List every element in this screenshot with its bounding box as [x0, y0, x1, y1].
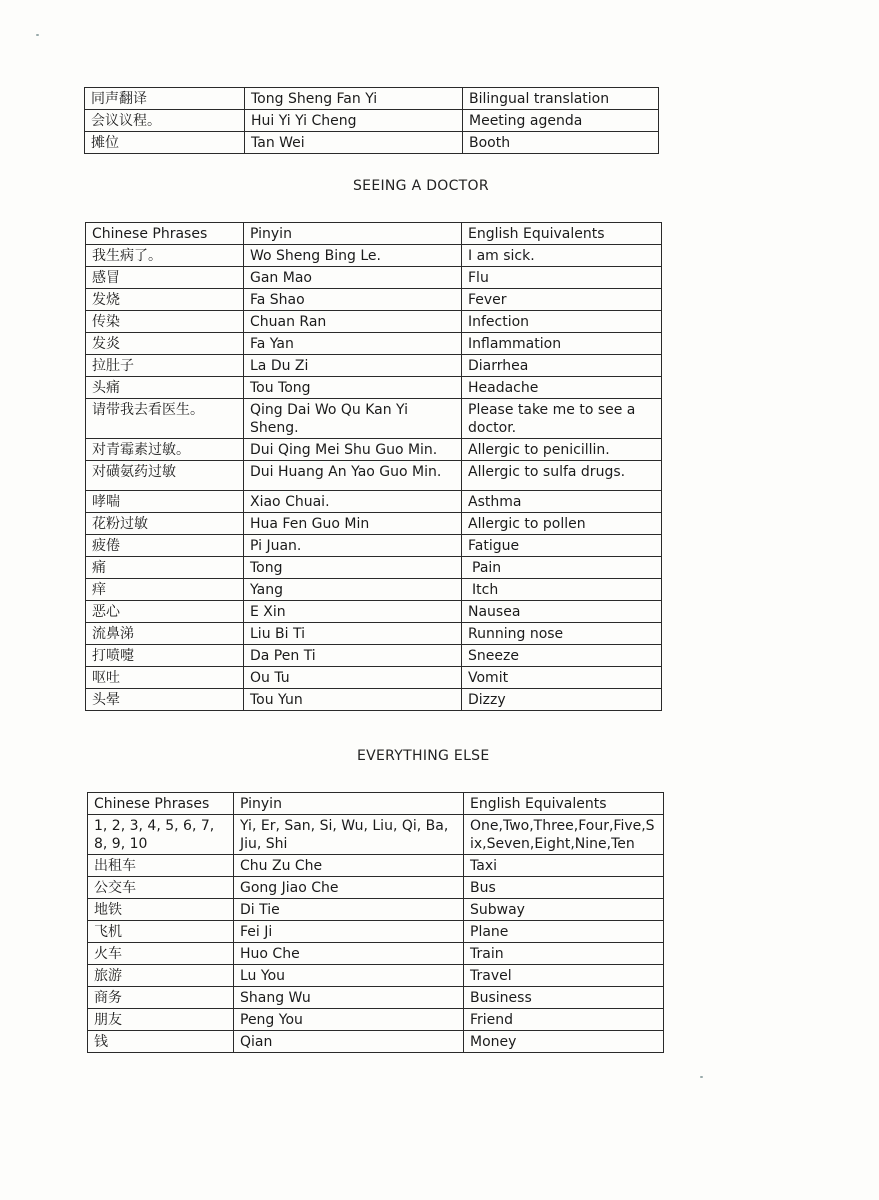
chinese-phrase-cell: 打喷嚏 [86, 645, 244, 667]
english-cell: Plane [464, 921, 664, 943]
chinese-phrase-cell: 公交车 [88, 877, 234, 899]
chinese-phrase-cell: 流鼻涕 [86, 623, 244, 645]
table-row [88, 1031, 664, 1053]
english-cell: One,Two,Three,Four,Five,Six,Seven,Eight,Nine,Ten [464, 815, 664, 855]
english-cell: Booth [463, 132, 659, 154]
column-header-chinese: Chinese Phrases [88, 793, 234, 815]
pinyin-cell: Yi, Er, San, Si, Wu, Liu, Qi, Ba, Jiu, Shi [234, 815, 464, 855]
english-cell: Running nose [462, 623, 662, 645]
pinyin-cell: Huo Che [234, 943, 464, 965]
table-row [86, 245, 662, 267]
table-row [88, 899, 664, 921]
table-row [86, 333, 662, 355]
table-row [88, 921, 664, 943]
chinese-phrase-cell: 同声翻译 [85, 88, 245, 110]
english-cell: Itch [462, 579, 662, 601]
table-row [86, 645, 662, 667]
pinyin-cell: Fei Ji [234, 921, 464, 943]
pinyin-cell: Hui Yi Yi Cheng [245, 110, 463, 132]
english-cell: Allergic to pollen [462, 513, 662, 535]
pinyin-cell: Peng You [234, 1009, 464, 1031]
pinyin-cell: Pi Juan. [244, 535, 462, 557]
pinyin-cell: Hua Fen Guo Min [244, 513, 462, 535]
english-cell: Nausea [462, 601, 662, 623]
chinese-phrase-cell: 头痛 [86, 377, 244, 399]
pinyin-cell: Qian [234, 1031, 464, 1053]
table-row [88, 965, 664, 987]
table-row [86, 667, 662, 689]
chinese-phrase-cell: 火车 [88, 943, 234, 965]
table-row [86, 557, 662, 579]
table-row [86, 289, 662, 311]
table-row [86, 689, 662, 711]
chinese-phrase-cell: 1, 2, 3, 4, 5, 6, 7, 8, 9, 10 [88, 815, 234, 855]
table-row [88, 877, 664, 899]
english-cell: Subway [464, 899, 664, 921]
english-cell: Business [464, 987, 664, 1009]
chinese-phrase-cell: 发炎 [86, 333, 244, 355]
english-cell: Infection [462, 311, 662, 333]
english-cell: Asthma [462, 491, 662, 513]
chinese-phrase-cell: 痒 [86, 579, 244, 601]
english-cell: Flu [462, 267, 662, 289]
pinyin-cell: Lu You [234, 965, 464, 987]
english-cell: Friend [464, 1009, 664, 1031]
pinyin-cell: Gan Mao [244, 267, 462, 289]
chinese-phrase-cell: 头晕 [86, 689, 244, 711]
chinese-phrase-cell: 请带我去看医生。 [86, 399, 244, 439]
english-cell: Bilingual translation [463, 88, 659, 110]
chinese-phrase-cell: 朋友 [88, 1009, 234, 1031]
pinyin-cell: Liu Bi Ti [244, 623, 462, 645]
pinyin-cell: Tong Sheng Fan Yi [245, 88, 463, 110]
pinyin-cell: Tou Yun [244, 689, 462, 711]
chinese-phrase-cell: 痛 [86, 557, 244, 579]
chinese-phrase-cell: 钱 [88, 1031, 234, 1053]
pinyin-cell: Ou Tu [244, 667, 462, 689]
scan-speck [36, 34, 39, 36]
table-header-row [86, 223, 662, 245]
chinese-phrase-cell: 我生病了。 [86, 245, 244, 267]
english-cell: Diarrhea [462, 355, 662, 377]
intro-vocab-table [84, 87, 659, 154]
chinese-phrase-cell: 哮喘 [86, 491, 244, 513]
table-row [86, 579, 662, 601]
pinyin-cell: Wo Sheng Bing Le. [244, 245, 462, 267]
column-header-chinese: Chinese Phrases [86, 223, 244, 245]
english-cell: Dizzy [462, 689, 662, 711]
pinyin-cell: Qing Dai Wo Qu Kan Yi Sheng. [244, 399, 462, 439]
english-cell: Sneeze [462, 645, 662, 667]
english-cell: Fever [462, 289, 662, 311]
chinese-phrase-cell: 拉肚子 [86, 355, 244, 377]
table-row [86, 311, 662, 333]
scan-speck [700, 1076, 703, 1078]
pinyin-cell: E Xin [244, 601, 462, 623]
chinese-phrase-cell: 发烧 [86, 289, 244, 311]
pinyin-cell: Shang Wu [234, 987, 464, 1009]
table-row [85, 88, 659, 110]
english-cell: Travel [464, 965, 664, 987]
table-row [88, 855, 664, 877]
pinyin-cell: Tan Wei [245, 132, 463, 154]
pinyin-cell: Fa Shao [244, 289, 462, 311]
table-row [86, 623, 662, 645]
pinyin-cell: Dui Huang An Yao Guo Min. [244, 461, 462, 491]
pinyin-cell: Tou Tong [244, 377, 462, 399]
chinese-phrase-cell: 旅游 [88, 965, 234, 987]
doctor-vocab-table [85, 222, 662, 711]
pinyin-cell: Gong Jiao Che [234, 877, 464, 899]
pinyin-cell: Xiao Chuai. [244, 491, 462, 513]
table-row [86, 461, 662, 491]
chinese-phrase-cell: 呕吐 [86, 667, 244, 689]
table-row [88, 1009, 664, 1031]
table-row [88, 987, 664, 1009]
table-row [86, 535, 662, 557]
table-row [86, 377, 662, 399]
table-row [86, 491, 662, 513]
table-header-row [88, 793, 664, 815]
english-cell: Train [464, 943, 664, 965]
english-cell: Allergic to sulfa drugs. [462, 461, 662, 491]
table-row [86, 513, 662, 535]
pinyin-cell: Chuan Ran [244, 311, 462, 333]
chinese-phrase-cell: 出租车 [88, 855, 234, 877]
everything-else-vocab-table [87, 792, 664, 1053]
chinese-phrase-cell: 对青霉素过敏。 [86, 439, 244, 461]
table-row [88, 815, 664, 855]
english-cell: I am sick. [462, 245, 662, 267]
chinese-phrase-cell: 地铁 [88, 899, 234, 921]
pinyin-cell: Tong [244, 557, 462, 579]
table-row [86, 355, 662, 377]
chinese-phrase-cell: 商务 [88, 987, 234, 1009]
english-cell: Meeting agenda [463, 110, 659, 132]
english-cell: Headache [462, 377, 662, 399]
column-header-english: English Equivalents [462, 223, 662, 245]
chinese-phrase-cell: 会议议程。 [85, 110, 245, 132]
pinyin-cell: Chu Zu Che [234, 855, 464, 877]
chinese-phrase-cell: 感冒 [86, 267, 244, 289]
pinyin-cell: Fa Yan [244, 333, 462, 355]
english-cell: Pain [462, 557, 662, 579]
english-cell: Please take me to see a doctor. [462, 399, 662, 439]
pinyin-cell: Yang [244, 579, 462, 601]
chinese-phrase-cell: 对磺氨药过敏 [86, 461, 244, 491]
table-row [88, 943, 664, 965]
english-cell: Money [464, 1031, 664, 1053]
pinyin-cell: La Du Zi [244, 355, 462, 377]
english-cell: Bus [464, 877, 664, 899]
column-header-pinyin: Pinyin [244, 223, 462, 245]
table-row [85, 132, 659, 154]
chinese-phrase-cell: 花粉过敏 [86, 513, 244, 535]
table-row [86, 267, 662, 289]
table-row [86, 601, 662, 623]
section-title-seeing-a-doctor: SEEING A DOCTOR [353, 178, 489, 194]
section-title-everything-else: EVERYTHING ELSE [357, 748, 490, 764]
pinyin-cell: Di Tie [234, 899, 464, 921]
english-cell: Taxi [464, 855, 664, 877]
english-cell: Inflammation [462, 333, 662, 355]
chinese-phrase-cell: 摊位 [85, 132, 245, 154]
chinese-phrase-cell: 飞机 [88, 921, 234, 943]
column-header-pinyin: Pinyin [234, 793, 464, 815]
chinese-phrase-cell: 恶心 [86, 601, 244, 623]
english-cell: Fatigue [462, 535, 662, 557]
pinyin-cell: Dui Qing Mei Shu Guo Min. [244, 439, 462, 461]
pinyin-cell: Da Pen Ti [244, 645, 462, 667]
table-row [86, 399, 662, 439]
english-cell: Vomit [462, 667, 662, 689]
english-cell: Allergic to penicillin. [462, 439, 662, 461]
chinese-phrase-cell: 传染 [86, 311, 244, 333]
chinese-phrase-cell: 疲倦 [86, 535, 244, 557]
table-row [86, 439, 662, 461]
column-header-english: English Equivalents [464, 793, 664, 815]
table-row [85, 110, 659, 132]
